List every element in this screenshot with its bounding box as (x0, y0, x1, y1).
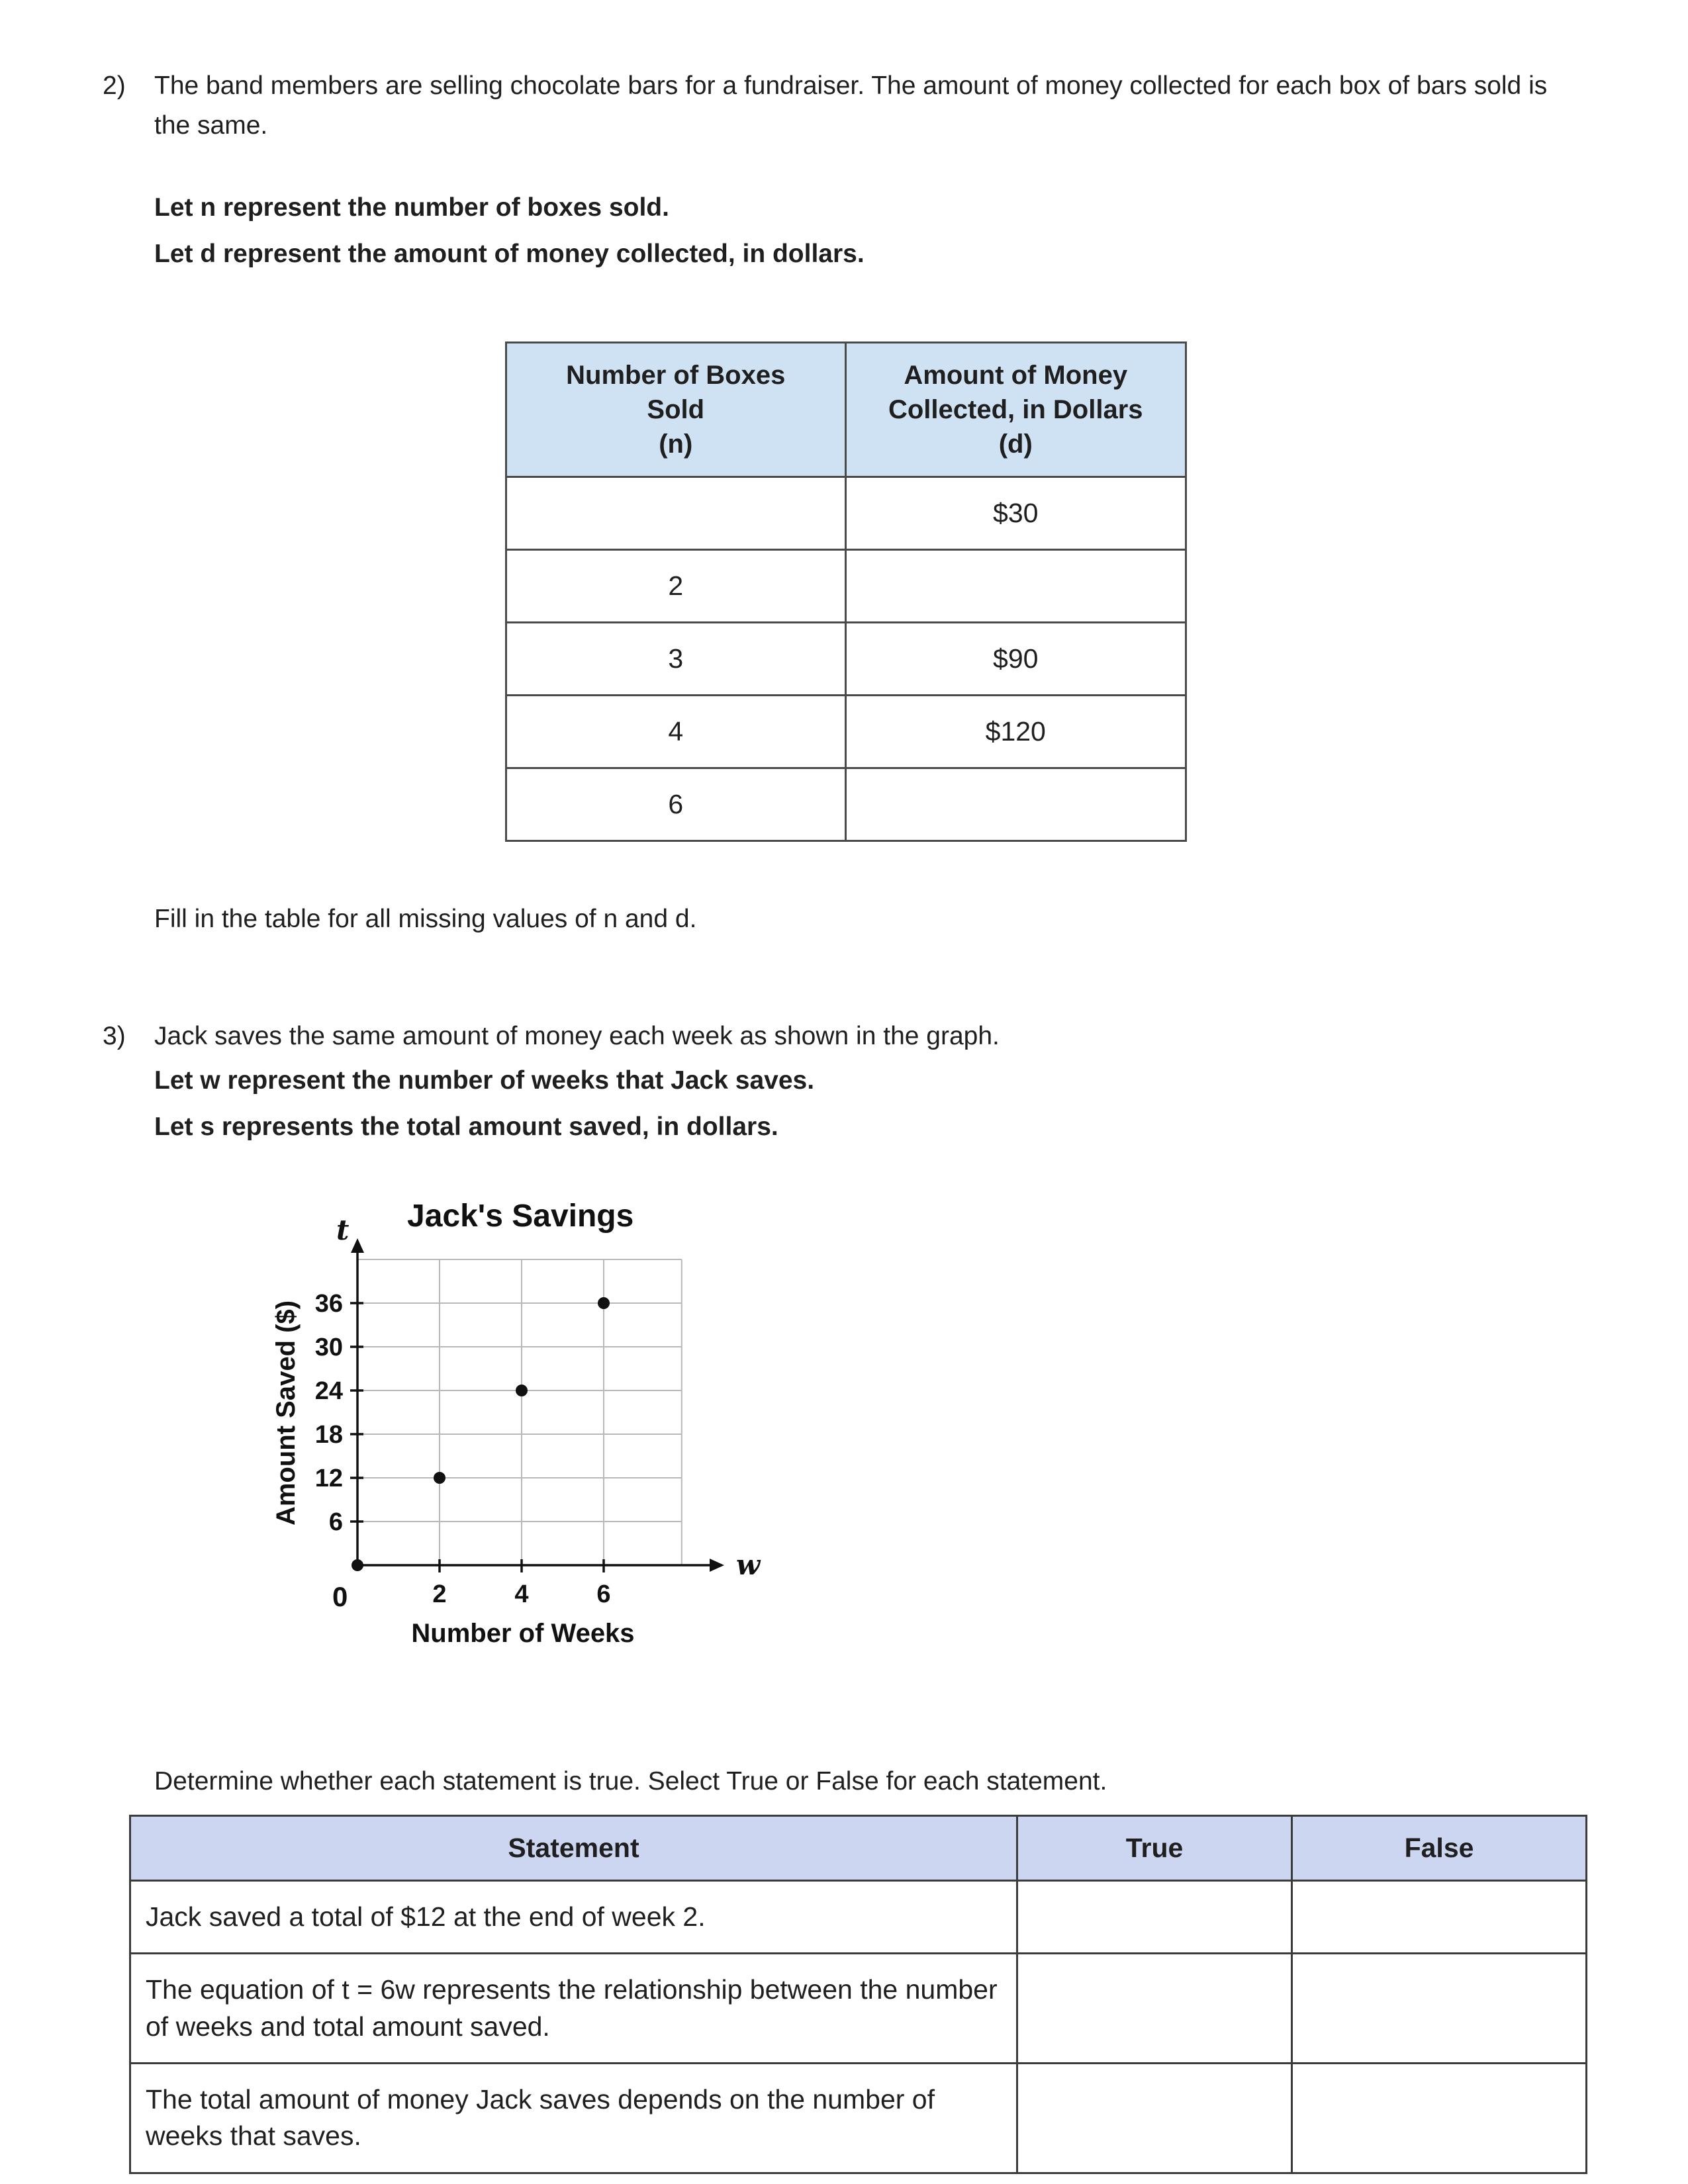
svg-text:18: 18 (314, 1420, 343, 1449)
tf-header-statement: Statement (130, 1815, 1017, 1880)
savings-graph (258, 1175, 887, 1688)
savings-graph-figure (258, 1175, 1589, 1688)
graph-title: Jack's Savings (407, 1198, 634, 1234)
column-header-money: Amount of Money Collected, in Dollars (d) (846, 342, 1186, 477)
svg-text:36: 36 (314, 1289, 343, 1318)
column-header-boxes: Number of Boxes Sold (n) (506, 342, 846, 477)
question-3-definitions (154, 1060, 1589, 1148)
tf-false-cell[interactable] (1292, 1880, 1587, 1953)
table-row (506, 695, 1186, 768)
x-axis-label: Number of Weeks (411, 1618, 635, 1648)
question-3-number: 3) (103, 1021, 126, 1050)
svg-text:4: 4 (514, 1580, 529, 1608)
question-2-intro: The band members are selling chocolate bars for a fundraiser. The amount of money collected for each box of bars sold is the same. (154, 71, 1548, 140)
tf-statement: The equation of t = 6w represents the relationship between the number of weeks and total amount saved. (130, 1954, 1017, 2064)
tf-statement: The total amount of money Jack saves depends on the number of weeks that saves. (130, 2063, 1017, 2173)
table-row (506, 768, 1186, 841)
svg-text:30: 30 (314, 1333, 343, 1361)
question-3-intro: Jack saves the same amount of money each week as shown in the graph. (154, 1021, 1000, 1050)
tf-row (130, 1954, 1587, 2064)
tf-header-false: False (1292, 1815, 1587, 1880)
question-2-number: 2) (103, 71, 126, 100)
table-cell-n: 3 (506, 622, 846, 695)
tf-false-cell[interactable] (1292, 1954, 1587, 2064)
question-2-definitions (154, 187, 1589, 275)
tf-true-cell[interactable] (1017, 2063, 1292, 2173)
table-cell-d-blank[interactable] (846, 768, 1186, 841)
boxes-money-table (505, 341, 1187, 842)
table-header-row (506, 342, 1186, 477)
y-axis-arrow (351, 1238, 364, 1253)
svg-text:2: 2 (432, 1580, 447, 1608)
table-row (506, 549, 1186, 622)
let-w-line: Let w represent the number of weeks that Jack saves. (154, 1066, 815, 1095)
x-axis-arrow (710, 1559, 724, 1572)
let-s-line: Let s represents the total amount saved, in dollars. (154, 1113, 778, 1142)
true-false-table (129, 1815, 1587, 2174)
question-2 (103, 66, 1589, 934)
tf-statement: Jack saved a total of $12 at the end of week 2. (130, 1880, 1017, 1953)
determine-instruction: Determine whether each statement is true. Select True or False for each statement. (154, 1766, 1107, 1796)
x-axis-letter: w (736, 1548, 761, 1581)
table-row (506, 622, 1186, 695)
graph-tick-marks (350, 1303, 604, 1572)
table-cell-d: $90 (846, 622, 1186, 695)
table-cell-n: 6 (506, 768, 846, 841)
table-row (506, 477, 1186, 549)
svg-text:24: 24 (314, 1377, 343, 1405)
fill-instruction: Fill in the table for all missing values of n and d. (154, 904, 697, 933)
svg-text:6: 6 (328, 1508, 343, 1536)
tf-row (130, 1880, 1587, 1953)
table-cell-n-blank[interactable] (506, 477, 846, 549)
tf-true-cell[interactable] (1017, 1954, 1292, 2064)
y-axis-label: Amount Saved ($) (271, 1300, 301, 1525)
svg-text:6: 6 (596, 1580, 611, 1608)
table-cell-n: 4 (506, 695, 846, 768)
tf-header-true: True (1017, 1815, 1292, 1880)
table-cell-d-blank[interactable] (846, 549, 1186, 622)
let-n-line: Let n represent the number of boxes sold. (154, 193, 669, 222)
tf-false-cell[interactable] (1292, 2063, 1587, 2173)
y-axis-letter: t (336, 1213, 350, 1246)
origin-label: 0 (332, 1580, 348, 1612)
tf-true-cell[interactable] (1017, 1880, 1292, 1953)
let-d-line: Let d represent the amount of money collected, in dollars. (154, 240, 865, 269)
graph-gridlines (357, 1259, 682, 1565)
table-cell-d: $120 (846, 695, 1186, 768)
tf-header-row (130, 1815, 1587, 1880)
table-cell-d: $30 (846, 477, 1186, 549)
tf-row (130, 2063, 1587, 2173)
svg-text:12: 12 (314, 1464, 343, 1492)
question-3 (103, 1017, 1589, 2174)
table-cell-n: 2 (506, 549, 846, 622)
